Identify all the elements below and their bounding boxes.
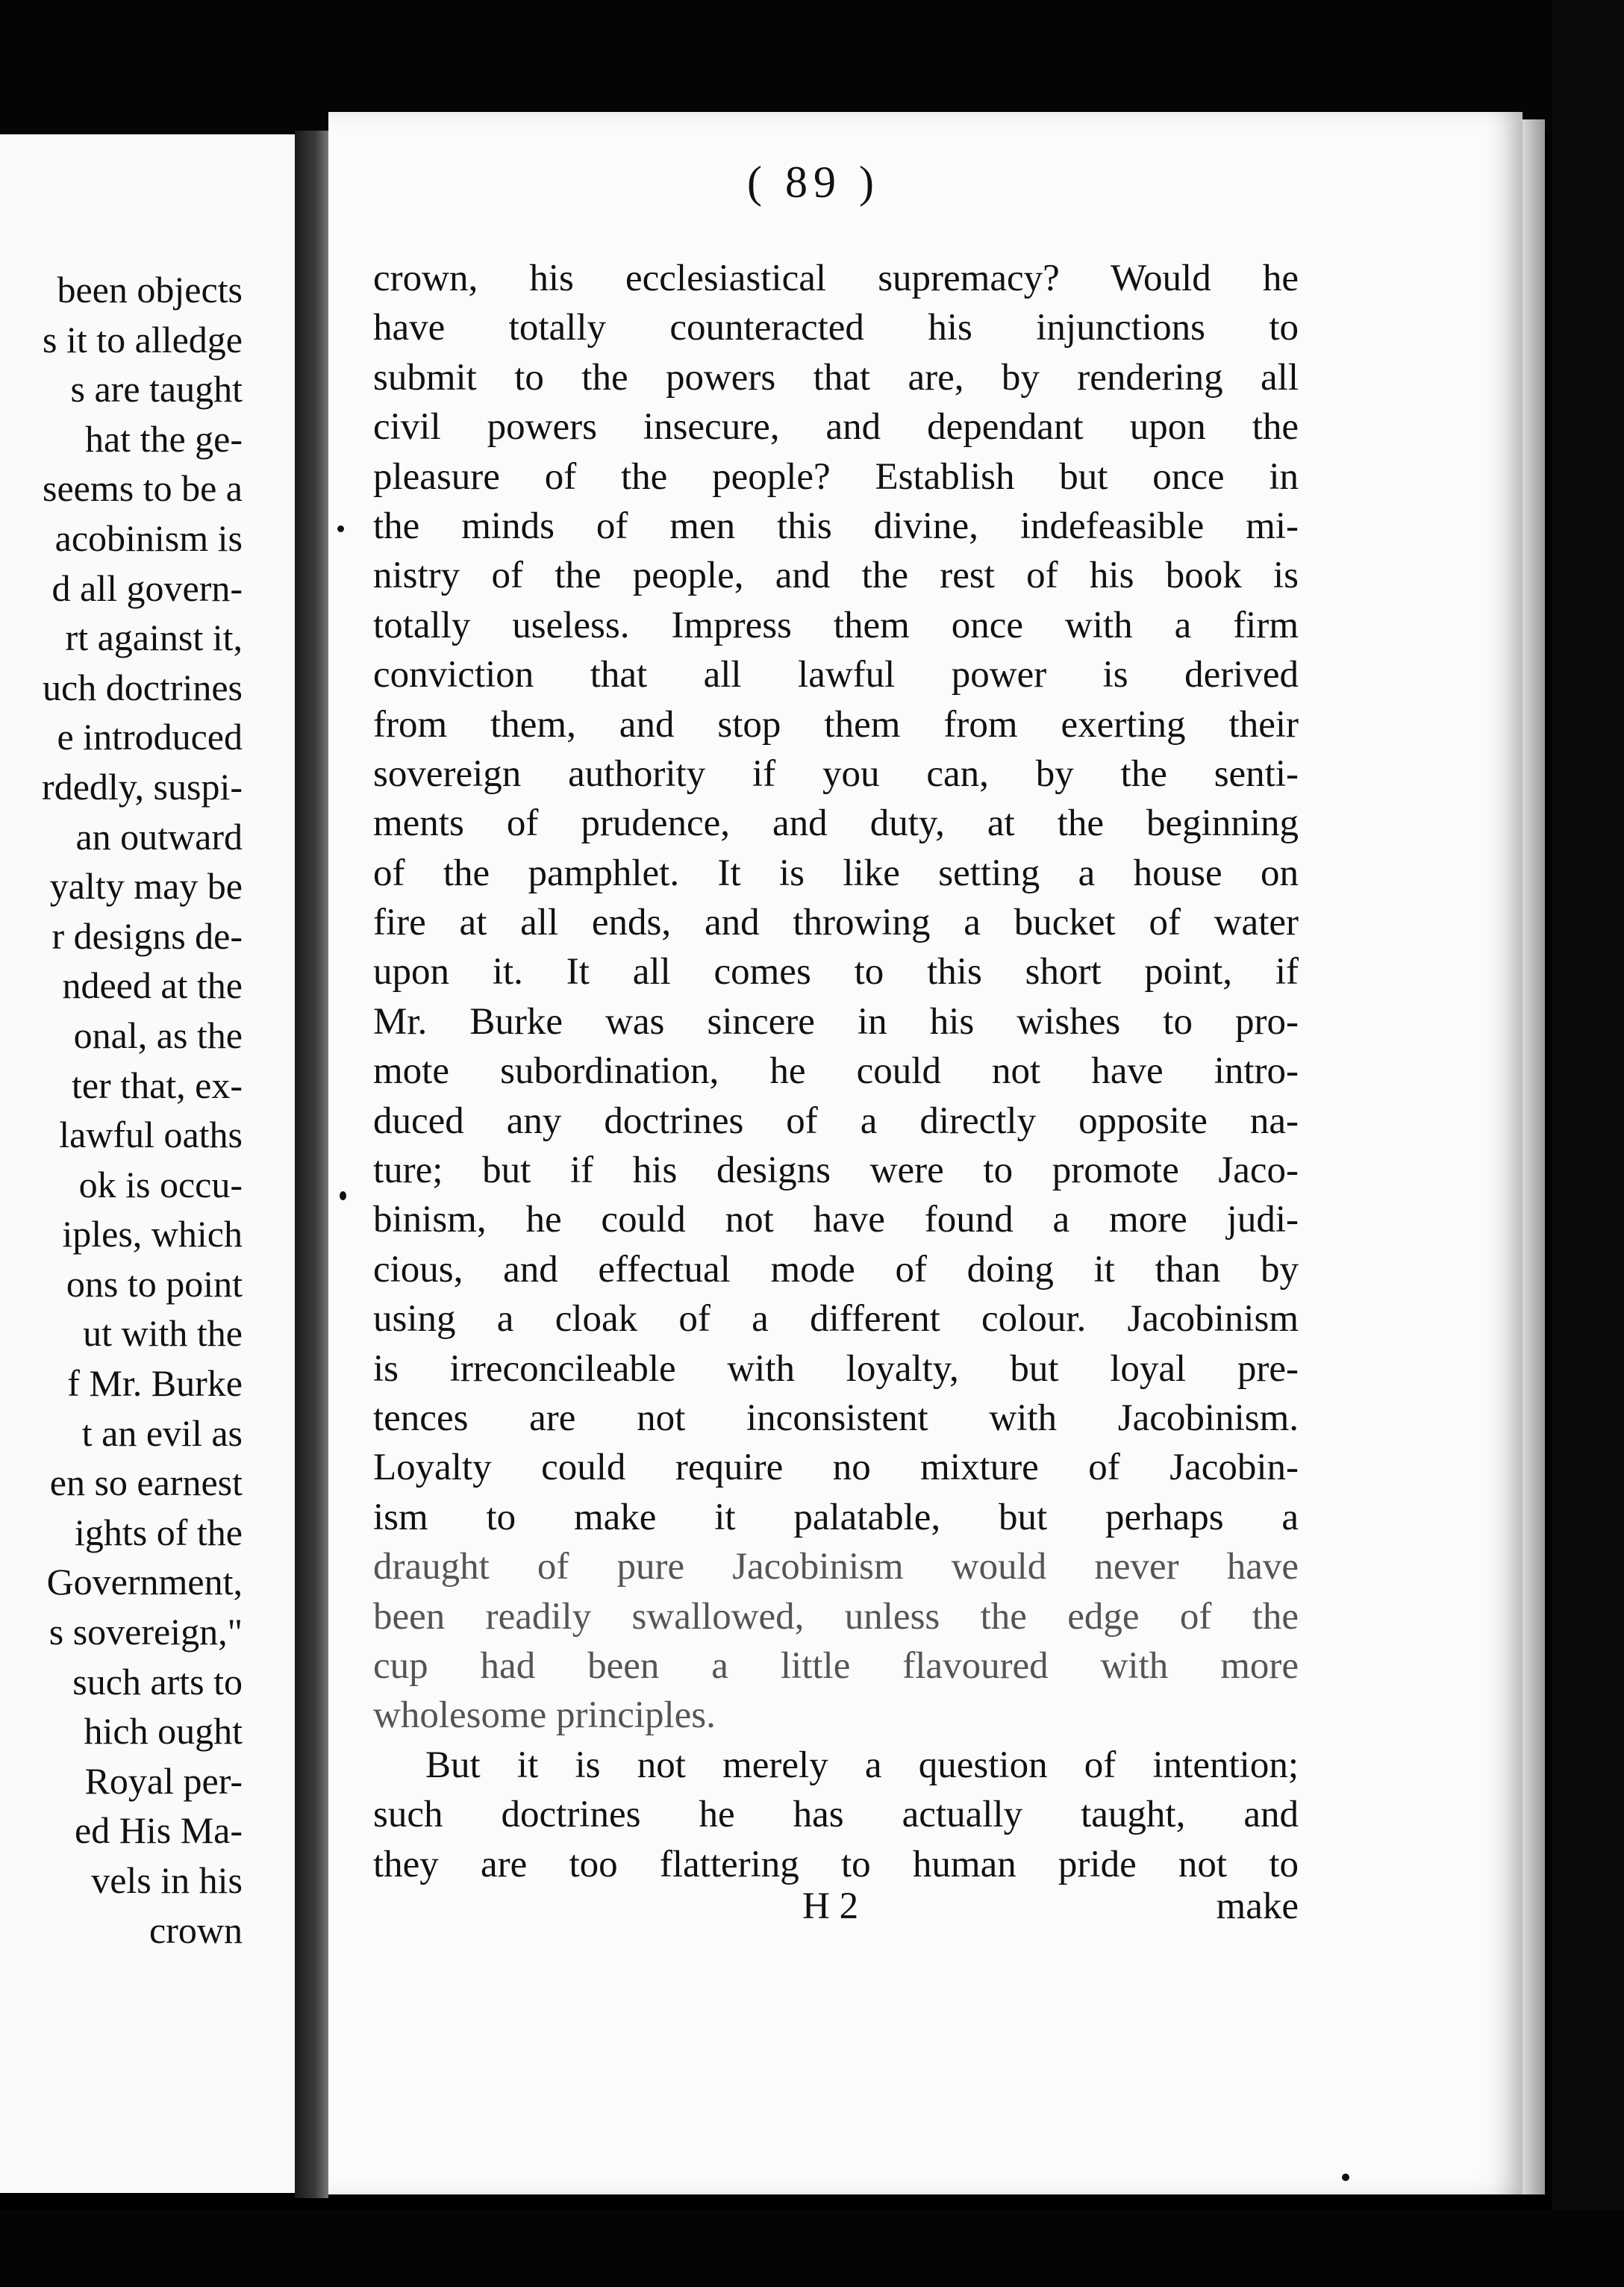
- page-number: ( 89 ): [747, 157, 880, 207]
- text-line: cious, and effectual mode of doing it than by: [373, 1248, 1299, 1291]
- left-line: ights of the: [75, 1511, 243, 1553]
- text-line: fire at all ends, and throwing a bucket of water: [373, 902, 1299, 944]
- left-line: ndeed at the: [62, 964, 243, 1007]
- left-line: ter that, ex-: [71, 1064, 243, 1106]
- text-line: sovereign authority if you can, by the senti-: [373, 752, 1299, 795]
- left-line: ut with the: [83, 1312, 243, 1355]
- left-line: s sovereign,": [49, 1611, 243, 1653]
- left-line: hat the ge-: [84, 417, 243, 460]
- text-line: duced any doctrines of a directly opposite na-: [373, 1099, 1299, 1142]
- scan-background-bottom: [0, 2209, 1624, 2287]
- text-line: cup had been a little flavoured with more: [373, 1644, 1299, 1687]
- text-line: mote subordination, he could not have intro-: [373, 1050, 1299, 1093]
- left-line: such arts to: [72, 1660, 243, 1703]
- text-line: civil powers insecure, and dependant upon the: [373, 406, 1299, 449]
- right-page-text: [373, 254, 1299, 1889]
- text-line: nistry of the people, and the rest of his book is: [373, 555, 1299, 597]
- left-line: rdedly, suspi-: [42, 765, 243, 808]
- text-line: have totally counteracted his injunctions to: [373, 307, 1299, 349]
- left-line: yalty may be: [49, 865, 243, 908]
- left-line: d all govern-: [51, 567, 243, 609]
- text-line: upon it. It all comes to this short point, if: [373, 951, 1299, 993]
- catchword: make: [1216, 1885, 1299, 1927]
- left-line: ok is occu-: [78, 1163, 243, 1205]
- left-line: acobinism is: [54, 517, 243, 559]
- text-line: of the pamphlet. It is like setting a house on: [373, 852, 1299, 894]
- page-footer: [373, 1885, 1299, 1937]
- text-line: pleasure of the people? Establish but once in: [373, 455, 1299, 498]
- text-line: from them, and stop them from exerting their: [373, 703, 1299, 746]
- book-gutter: [295, 131, 328, 2198]
- left-line: Royal per-: [84, 1759, 243, 1802]
- text-line: wholesome principles.: [373, 1694, 716, 1737]
- left-line: r designs de-: [51, 914, 243, 957]
- left-line: crown: [149, 1909, 243, 1951]
- left-line: vels in his: [91, 1859, 243, 1901]
- left-line: Government,: [46, 1561, 243, 1603]
- text-line: ments of prudence, and duty, at the beginning: [373, 802, 1299, 845]
- left-line: iples, which: [62, 1213, 243, 1255]
- left-line: ed His Ma-: [75, 1809, 243, 1852]
- left-line: e introduced: [57, 716, 243, 758]
- text-line: conviction that all lawful power is derived: [373, 654, 1299, 696]
- left-line: an outward: [75, 815, 243, 858]
- speck: [337, 525, 344, 532]
- text-line: draught of pure Jacobinism would never have: [373, 1546, 1299, 1588]
- signature-mark: H 2: [802, 1885, 859, 1927]
- text-line: binism, he could not have found a more judi-: [373, 1199, 1299, 1241]
- left-line: s it to alledge: [43, 318, 243, 361]
- text-line: totally useless. Impress them once with a firm: [373, 604, 1299, 646]
- speck: [340, 1191, 346, 1200]
- text-line: Mr. Burke was sincere in his wishes to pro-: [373, 1000, 1299, 1043]
- left-line: t an evil as: [81, 1411, 243, 1454]
- left-line: en so earnest: [49, 1461, 243, 1504]
- text-line: the minds of men this divine, indefeasible mi-: [373, 505, 1299, 547]
- text-line: Loyalty could require no mixture of Jacobin-: [373, 1447, 1299, 1489]
- left-line: hich ought: [84, 1710, 243, 1753]
- left-line: onal, as the: [73, 1014, 243, 1056]
- text-line: tences are not inconsistent with Jacobinism.: [373, 1397, 1299, 1439]
- left-line: f Mr. Burke: [67, 1362, 243, 1405]
- text-line: been readily swallowed, unless the edge of the: [373, 1595, 1299, 1638]
- left-line: been objects: [57, 269, 243, 311]
- left-line: seems to be a: [43, 467, 243, 510]
- speck: [1342, 2174, 1349, 2181]
- scan-background-right: [1552, 0, 1624, 2287]
- left-line: s are taught: [70, 368, 243, 411]
- left-facing-page: [0, 134, 295, 2193]
- text-line: such doctrines he has actually taught, and: [373, 1794, 1299, 1836]
- text-line: But it is not merely a question of intention;: [425, 1744, 1299, 1786]
- left-line: ons to point: [66, 1262, 243, 1305]
- text-line: submit to the powers that are, by rendering all: [373, 356, 1299, 399]
- text-line: using a cloak of a different colour. Jacobinism: [373, 1298, 1299, 1341]
- text-line: ism to make it palatable, but perhaps a: [373, 1496, 1299, 1538]
- left-line: lawful oaths: [59, 1114, 243, 1156]
- text-line: ture; but if his designs were to promote Jaco-: [373, 1149, 1299, 1192]
- text-line: is irreconcileable with loyalty, but loyal pre-: [373, 1347, 1299, 1390]
- text-line: they are too flattering to human pride not to: [373, 1843, 1299, 1885]
- page-edge-shadow: [1522, 119, 1545, 2194]
- left-page-text: [0, 265, 243, 1955]
- text-line: crown, his ecclesiastical supremacy? Would he: [373, 258, 1299, 299]
- left-line: uch doctrines: [43, 666, 243, 708]
- left-line: rt against it,: [65, 617, 243, 659]
